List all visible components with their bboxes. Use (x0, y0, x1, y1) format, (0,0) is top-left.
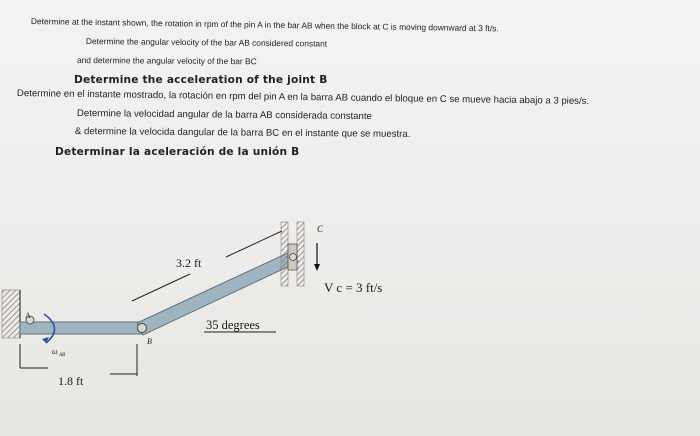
label-omega: ω (52, 347, 58, 356)
label-c: C (317, 224, 324, 234)
label-omega-sub: AB (59, 353, 66, 358)
angle-label: 35 degrees (206, 318, 260, 332)
problem-en-line-3: and determine the angular velocity of the bar BC (76, 55, 257, 67)
problem-es-line-2: Determine la velocidad angular de la barra AB considerada constante (76, 108, 372, 123)
problem-en-line-4: Determine the acceleration of the joint B (74, 74, 328, 86)
guide-left (281, 222, 288, 286)
pin-c (290, 254, 297, 261)
guide-right (297, 222, 304, 286)
label-b: B (147, 337, 152, 346)
problem-en-line-1: Determine at the instant shown, the rotation in rpm of the pin A in the bar AB when the block at C is moving downward at 3 ft/s. (30, 16, 499, 34)
bar-ab (20, 322, 144, 334)
dim-ab-label: 1.8 ft (58, 374, 84, 388)
problem-es-line-3: & determine la velocida dangular de la barra BC en el instante que se muestra. (74, 126, 411, 140)
problem-es-line-4: Determinar la aceleración de la unión B (55, 146, 300, 158)
pin-b (138, 324, 147, 333)
velocity-label: V c = 3 ft/s (324, 280, 383, 295)
dim-bc-label: 3.2 ft (176, 256, 202, 270)
label-a: A (25, 311, 31, 320)
wall-support-a (2, 290, 20, 338)
problem-es-line-1: Determine en el instante mostrado, la rotación en rpm del pin A en la barra AB cuando el bloque en C se mueve hacia abajo a 3 pies/s. (16, 88, 590, 107)
problem-en-line-2: Determine the angular velocity of the bar AB considered constant (85, 36, 328, 49)
